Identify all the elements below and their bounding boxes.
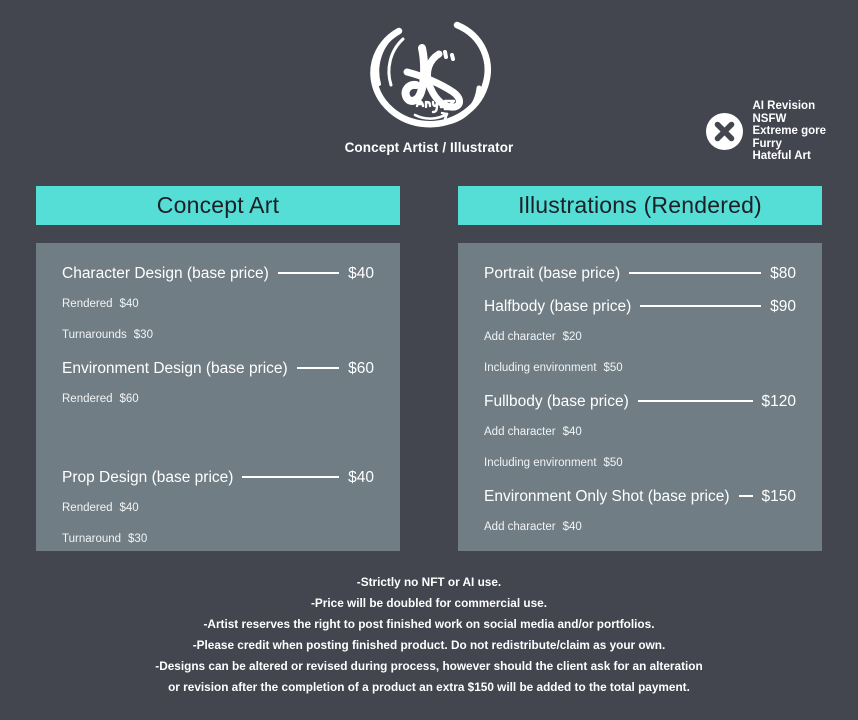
leader-line (739, 495, 753, 497)
service-label: Portrait (base price) (484, 265, 621, 282)
service-label: Turnaround (62, 533, 122, 545)
tagline: Concept Artist / Illustrator (344, 140, 514, 155)
restriction-list (752, 100, 826, 163)
terms-line: -Artist reserves the right to post finished work on social media and/or portfolios. (203, 617, 655, 631)
restriction-item: Hateful Art (752, 150, 811, 163)
leader-line (297, 367, 339, 369)
leader-line (278, 272, 339, 274)
restriction-item: AI Revision (752, 100, 816, 112)
row-spacer (62, 424, 374, 469)
service-label: Fullbody (base price) (484, 393, 629, 410)
service-price: $150 (761, 488, 796, 505)
service-price: $50 (603, 457, 623, 469)
leader-line (242, 476, 339, 478)
service-price: $40 (348, 469, 374, 486)
price-row-main (484, 265, 796, 298)
terms-line: -Designs can be altered or revised during process, however should the client ask for an alteration (155, 659, 703, 673)
service-price: $40 (562, 426, 582, 438)
service-price: $90 (770, 298, 796, 315)
service-price: $20 (562, 331, 582, 343)
restriction-item: NSFW (752, 112, 787, 125)
service-price: $120 (761, 393, 796, 410)
service-price: $60 (348, 360, 374, 377)
price-row-main (62, 469, 374, 502)
service-label: Add character (484, 521, 556, 533)
service-price: $40 (562, 521, 582, 533)
leader-line (629, 272, 761, 274)
price-row-sub (484, 426, 796, 457)
price-row-main (484, 488, 796, 521)
price-row-sub (484, 331, 796, 362)
price-row-sub (62, 533, 374, 564)
column-title: Concept Art (36, 186, 400, 225)
service-price: $40 (348, 265, 374, 282)
service-label: Add character (484, 331, 556, 343)
price-row-sub (62, 298, 374, 329)
service-price: $80 (770, 265, 796, 282)
service-label: Including environment (484, 362, 597, 374)
restriction-item: Furry (752, 137, 782, 150)
service-price: $40 (119, 298, 139, 310)
restrictions-block (706, 100, 826, 163)
page-header (0, 0, 858, 175)
price-row-main (62, 265, 374, 298)
service-label: Add character (484, 426, 556, 438)
service-label: Including environment (484, 457, 597, 469)
price-list (36, 243, 400, 551)
price-row-sub (484, 457, 796, 488)
service-label: Environment Design (base price) (62, 360, 288, 377)
terms-line: or revision after the completion of a product an extra $150 will be added to the total payment. (168, 680, 690, 694)
terms-line: -Strictly no NFT or AI use. (356, 575, 502, 589)
price-column-illustrations (458, 186, 822, 551)
terms-line: -Please credit when posting finished product. Do not redistribute/claim as your own. (192, 638, 666, 652)
service-label: Turnarounds (62, 329, 127, 341)
terms-line: -Price will be doubled for commercial use. (310, 596, 547, 610)
service-price: $40 (119, 502, 139, 514)
brush-circle-signature-logo (359, 14, 499, 138)
service-price: $30 (128, 533, 148, 545)
leader-line (640, 305, 761, 307)
no-entry-x-icon (706, 113, 743, 150)
column-title: Illustrations (Rendered) (458, 186, 822, 225)
service-label: Environment Only Shot (base price) (484, 488, 730, 505)
terms-and-conditions (0, 572, 858, 698)
service-label: Character Design (base price) (62, 265, 269, 282)
service-label: Rendered (62, 502, 113, 514)
service-price: $60 (119, 393, 139, 405)
restriction-item: Extreme gore (752, 125, 826, 138)
price-row-main (62, 360, 374, 393)
service-label: Halfbody (base price) (484, 298, 632, 315)
price-row-sub (62, 393, 374, 424)
leader-line (638, 400, 753, 402)
price-row-main (484, 298, 796, 331)
price-row-sub (484, 362, 796, 393)
price-row-main (484, 393, 796, 426)
service-label: Rendered (62, 298, 113, 310)
price-row-sub (62, 502, 374, 533)
service-label: Prop Design (base price) (62, 469, 234, 486)
price-row-sub (484, 521, 796, 552)
price-column-concept-art (36, 186, 400, 551)
service-price: $30 (133, 329, 153, 341)
service-price: $50 (603, 362, 623, 374)
price-list (458, 243, 822, 551)
price-row-sub (62, 329, 374, 360)
service-label: Rendered (62, 393, 113, 405)
price-columns (36, 186, 823, 551)
